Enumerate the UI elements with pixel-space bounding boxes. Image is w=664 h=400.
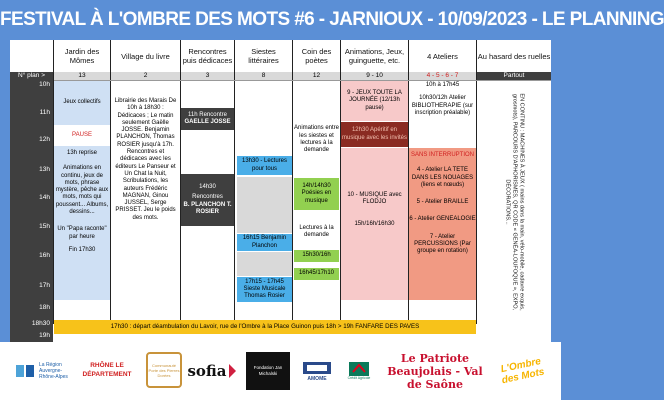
hour-label: 18h30 xyxy=(31,320,50,327)
animations-musique: 10 - MUSIQUE avec FLODJO xyxy=(347,192,402,206)
plan-number: 13 xyxy=(54,72,110,80)
poetes-animations: Animations entre les siestes et lectures à la demande xyxy=(293,125,340,154)
atelier-bibliotherapie: 10h30/12h Atelier BIBLIOTHERAPIE (sur inscription préalable) xyxy=(411,95,474,116)
rencontre-label: Rencontres xyxy=(192,194,223,201)
sieste-lectures: 13h30 - Lectures pour tous xyxy=(237,156,292,175)
sieste-musicale: 17h15 - 17h45 Sieste Musicale Thomas Rosier xyxy=(237,277,292,302)
amome-icon xyxy=(301,360,333,376)
fondation-logo: Fondation Jan Michalski xyxy=(246,352,290,390)
plan-number: 9 - 10 xyxy=(341,72,408,80)
region-label: La Région Auvergne-Rhône-Alpes xyxy=(39,362,68,380)
atelier-6: 6 - Atelier GENEALOGIE xyxy=(409,216,476,223)
plan-number: 8 xyxy=(235,72,292,80)
divider xyxy=(292,40,293,324)
rencontre-josse-time: 11h Rencontre xyxy=(188,111,227,118)
village-text: Librairie des Marais De 10h à 18h30 : Dédicaces ; Le matin seulement Gaëlle JOSSE. Benjamin PLANCHON, Thomas ROSIER jusqu'à 17h. Rencontres et dédicaces avec les éditeurs Le Panseur et Un Chat la Nuit, Scribulations, les auteurs Frédéric MAGNAN, Ginou JUSSEL, Serge PRISSET. Jeu le poids des mots. xyxy=(114,98,177,221)
ruelles-cell xyxy=(477,80,551,324)
poetes-slot1: 15h30/16h xyxy=(294,250,339,262)
animations-horaires: 15h/16h/16h30 xyxy=(354,220,395,227)
sieste-gap xyxy=(237,177,292,233)
planning-table xyxy=(10,40,551,342)
ombre-des-mots-logo xyxy=(494,348,550,394)
jardin-morning xyxy=(54,81,110,125)
jardin-papa: Un "Papa raconte" par heure xyxy=(57,226,107,240)
rencontre-josse-name: GAELLE JOSSE xyxy=(184,119,231,125)
plan-number: 4 - 5 - 6 - 7 xyxy=(409,72,476,80)
cc-logo xyxy=(144,350,184,390)
credit-agricole-logo xyxy=(344,352,374,390)
animations-afternoon xyxy=(341,148,408,300)
poetes-lectures: Lectures à la demande xyxy=(299,224,334,238)
rhone-label: RHÔNE LE DÉPARTEMENT xyxy=(82,362,132,378)
rencontre-time: 14h30 xyxy=(199,183,216,190)
jardin-animations: Animations en continu, jeux de mots, phrase mystère, pêche aux mots, mots qui poussent... Albums, dessins... xyxy=(55,165,109,216)
poetes-slot2: 16h45/17h10 xyxy=(294,268,339,280)
plan-number: 2 xyxy=(111,72,180,80)
header-siestes: Siestes littéraires xyxy=(248,47,279,65)
animations-jeux: 9 - JEUX TOUTE LA JOURNÉE (12/13h pause) xyxy=(341,81,408,121)
header-village: Village du livre xyxy=(121,51,170,61)
atelier-5: 5 - Atelier BRAILLE xyxy=(416,199,469,206)
jardin-fin: Fin 17h30 xyxy=(68,246,96,253)
hours-column xyxy=(10,80,53,342)
ateliers-morning xyxy=(409,80,476,148)
fanfare-banner: 17h30 : départ déambulation du Lavoir, rue de l'Ombre à la Place Guinon puis 18h > 19h FANFARE DES PAVES xyxy=(54,320,476,334)
ateliers-times: 10h à 17h45 xyxy=(425,82,460,88)
plan-number: Partout xyxy=(477,72,551,80)
hour-label: 16h xyxy=(39,252,50,259)
hour-label: 12h xyxy=(39,136,50,143)
atelier-4: 4 - Atelier LA TETE DANS LES NOUAGES (liens et nœuds) xyxy=(411,167,474,188)
sieste-gap xyxy=(237,252,292,276)
rencontre-names: B. PLANCHON T. ROSIER xyxy=(183,201,232,215)
credit-agricole-label: Crédit Agricole xyxy=(347,376,371,380)
ateliers-afternoon xyxy=(409,148,476,300)
header-ruelles: Au hasard des ruelles xyxy=(477,51,551,61)
region-icon xyxy=(15,363,37,379)
hour-label: 14h xyxy=(39,194,50,201)
header-animations: Animations, Jeux, guinguette, etc. xyxy=(344,47,405,65)
ruelles-text: EN CONTINU : MACHINES À JEUX ( mains dans la main, vélo-mobile, cadavre exquis, grosmots), PARCOURS D'APHORISMES, QR CODE « GENÉA-LOUFOQUE », EXPO, DÉCORATIONS... xyxy=(504,93,525,311)
jardin-afternoon xyxy=(54,146,110,300)
patriote-label: Le Patriote Beaujolais - Val de Saône xyxy=(387,351,483,391)
page-title: FESTIVAL À L'OMBRE DES MOTS #6 - JARNIOUX - 10/09/2023 - LE PLANNING xyxy=(0,9,664,30)
amome-logo xyxy=(296,354,338,388)
divider xyxy=(234,40,235,324)
rencontre-planchon-rosier xyxy=(181,174,234,226)
jardin-collectifs: Jeux collectifs xyxy=(63,99,101,106)
header-rencontres: Rencontres puis dédicaces xyxy=(182,47,233,65)
plan-number: 12 xyxy=(293,72,340,80)
hour-label: 17h xyxy=(39,282,50,289)
header-ateliers: 4 Ateliers xyxy=(427,51,458,61)
ombre-des-mots-label: L'Ombre des Mots xyxy=(499,356,546,387)
sponsor-footer xyxy=(0,342,561,400)
sofia-label: sofia xyxy=(187,362,227,380)
credit-agricole-icon xyxy=(349,362,369,376)
hour-label: 19h xyxy=(39,332,50,339)
hour-label: 11h xyxy=(39,109,50,116)
animations-aperitif: 12h30 Apéritif en musique avec les invités xyxy=(341,122,408,147)
jardin-reprise: 13h reprise xyxy=(66,150,98,156)
sofia-mark-icon xyxy=(227,364,237,378)
plan-number: 3 xyxy=(181,72,234,80)
plan-label: N° plan > xyxy=(10,72,53,80)
hour-label: 18h xyxy=(39,304,50,311)
poetes-poesies: 14h/14h30 Poésies en musique xyxy=(294,178,339,210)
hour-label: 15h xyxy=(39,223,50,230)
rencontre-josse xyxy=(181,108,234,130)
patriote-logo xyxy=(380,351,490,391)
cc-label: Communauté Porte des Pierres Dorées xyxy=(146,352,182,388)
hour-label: 10h xyxy=(39,81,50,88)
region-logo xyxy=(14,352,70,390)
header-jardin: Jardin des Mômes xyxy=(64,47,100,65)
hour-label: 13h xyxy=(39,166,50,173)
amome-label: AMOME xyxy=(307,376,327,382)
jardin-pause: PAUSE xyxy=(54,128,110,144)
rhone-logo xyxy=(76,348,138,392)
sieste-planchon: 16h15 Benjamin Planchon xyxy=(237,234,292,251)
atelier-7: 7 - Atelier PERCUSSIONS (Par groupe en rotation) xyxy=(414,233,471,255)
sofia-logo xyxy=(186,356,238,386)
ateliers-sans-interruption: SANS INTERRUPTION xyxy=(410,152,474,158)
header-poetes: Coin des poètes xyxy=(301,47,332,65)
divider xyxy=(110,40,111,324)
